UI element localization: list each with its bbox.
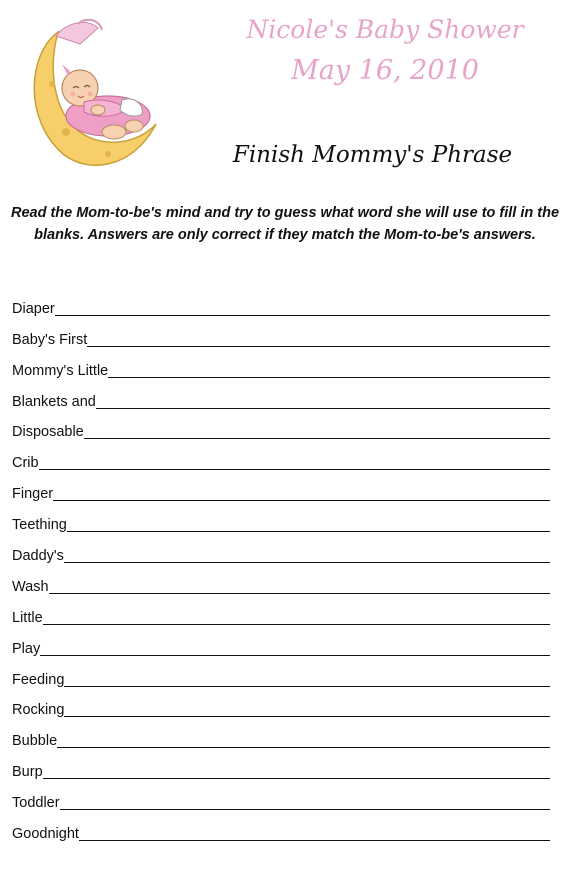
answer-blank-line[interactable] xyxy=(64,716,550,717)
shower-date: May 16, 2010 xyxy=(291,55,479,86)
instructions-text: Read the Mom-to-be's mind and try to guess what word she will use to fill in the blanks. Answers are only correct if they match the Mom-to-be's answers. xyxy=(10,205,560,243)
phrase-label: Teething xyxy=(12,517,67,534)
phrase-label: Rocking xyxy=(12,702,65,719)
phrase-row xyxy=(12,349,550,380)
phrase-label: Mommy's Little xyxy=(12,362,109,379)
answer-blank-line[interactable] xyxy=(55,315,550,316)
game-title: Finish Mommy's Phrase xyxy=(232,142,513,168)
phrase-row xyxy=(12,750,550,781)
phrase-label: Little xyxy=(12,609,43,626)
phrase-list xyxy=(12,287,550,843)
phrase-row xyxy=(12,812,550,843)
answer-blank-line[interactable] xyxy=(67,531,550,532)
shower-title: Nicole's Baby Shower xyxy=(246,15,524,44)
phrase-label: Daddy's xyxy=(12,548,64,565)
phrase-row xyxy=(12,441,550,472)
phrase-row xyxy=(12,472,550,503)
phrase-label: Toddler xyxy=(12,795,60,812)
phrase-label: Crib xyxy=(12,455,39,472)
baby-on-moon-icon xyxy=(18,14,168,174)
phrase-label: Baby's First xyxy=(12,331,88,348)
phrase-label: Diaper xyxy=(12,300,55,317)
answer-blank-line[interactable] xyxy=(53,500,550,501)
answer-blank-line[interactable] xyxy=(87,346,550,347)
phrase-label: Goodnight xyxy=(12,826,79,843)
phrase-row xyxy=(12,287,550,318)
phrase-row xyxy=(12,318,550,349)
phrase-label: Blankets and xyxy=(12,393,96,410)
phrase-label: Wash xyxy=(12,578,49,595)
answer-blank-line[interactable] xyxy=(64,562,550,563)
phrase-row xyxy=(12,411,550,442)
phrase-row xyxy=(12,689,550,720)
phrase-label: Play xyxy=(12,640,41,657)
answer-blank-line[interactable] xyxy=(39,469,550,470)
phrase-row xyxy=(12,565,550,596)
phrase-label: Disposable xyxy=(12,424,84,441)
phrase-label: Bubble xyxy=(12,733,58,750)
answer-blank-line[interactable] xyxy=(96,408,550,409)
answer-blank-line[interactable] xyxy=(49,593,550,594)
phrase-row xyxy=(12,781,550,812)
phrase-row xyxy=(12,627,550,658)
answer-blank-line[interactable] xyxy=(43,624,550,625)
answer-blank-line[interactable] xyxy=(108,377,550,378)
answer-blank-line[interactable] xyxy=(43,778,550,779)
answer-blank-line[interactable] xyxy=(79,840,550,841)
phrase-row xyxy=(12,658,550,689)
answer-blank-line[interactable] xyxy=(60,809,550,810)
answer-blank-line[interactable] xyxy=(64,686,550,687)
answer-blank-line[interactable] xyxy=(57,747,550,748)
phrase-row xyxy=(12,719,550,750)
phrase-label: Burp xyxy=(12,764,43,781)
phrase-row xyxy=(12,380,550,411)
answer-blank-line[interactable] xyxy=(84,438,550,439)
phrase-row xyxy=(12,503,550,534)
phrase-row xyxy=(12,534,550,565)
answer-blank-line[interactable] xyxy=(40,655,550,656)
phrase-label: Feeding xyxy=(12,671,65,688)
phrase-label: Finger xyxy=(12,486,54,503)
phrase-row xyxy=(12,596,550,627)
